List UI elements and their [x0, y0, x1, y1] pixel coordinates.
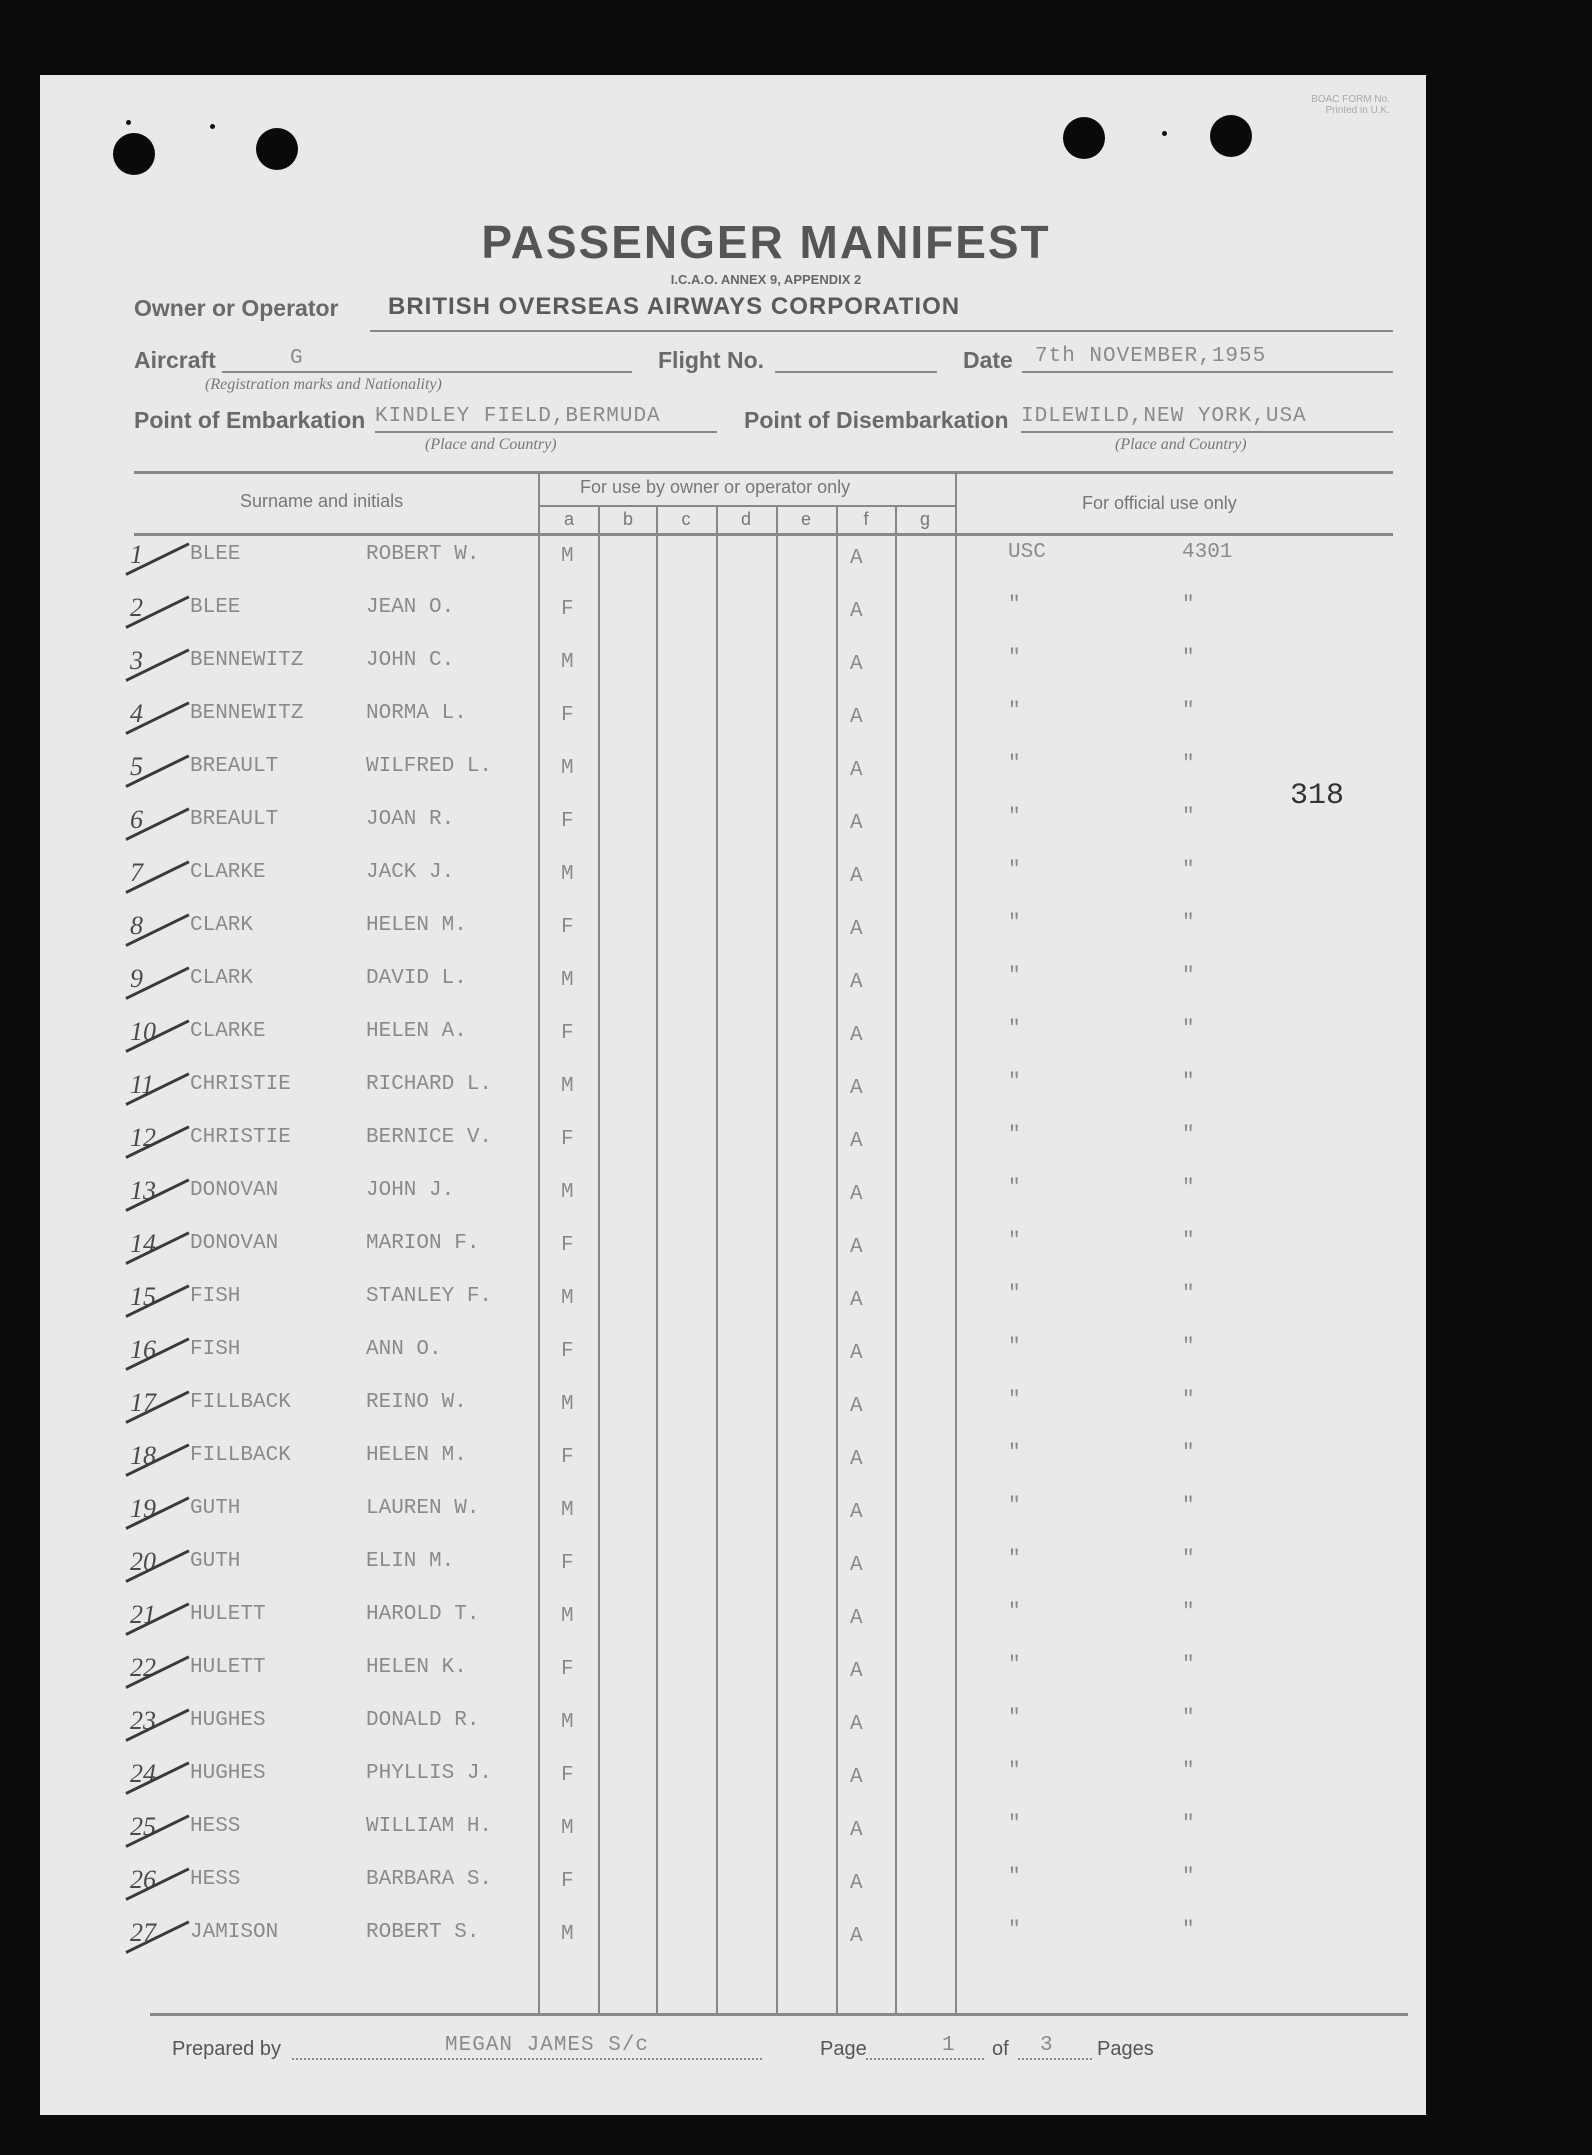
- surname-cell: GUTH: [190, 1497, 241, 1520]
- row-number: 14: [130, 1229, 156, 1258]
- sex-cell: M: [561, 651, 574, 674]
- official-cell-2: ": [1182, 965, 1195, 988]
- aircraft-note: (Registration marks and Nationality): [205, 376, 442, 393]
- row-number: 19: [130, 1494, 156, 1523]
- official-cell-1: ": [1008, 912, 1021, 935]
- sex-cell: M: [561, 1287, 574, 1310]
- surname-cell: CLARKE: [190, 861, 266, 884]
- surname-cell: FISH: [190, 1285, 241, 1308]
- subcol-d: d: [740, 509, 751, 529]
- surname-cell: HESS: [190, 1815, 241, 1838]
- f-column-cell: A: [850, 653, 863, 676]
- row-number: 18: [130, 1441, 156, 1470]
- f-column-cell: A: [850, 1342, 863, 1365]
- embarkation-value: KINDLEY FIELD,BERMUDA: [375, 405, 661, 428]
- given-name-cell: WILLIAM H.: [366, 1815, 493, 1838]
- sex-cell: F: [561, 1764, 574, 1787]
- official-cell-2: ": [1182, 1654, 1195, 1677]
- punch-hole-right-1: [1063, 117, 1105, 159]
- row-number: 3: [130, 646, 143, 675]
- official-cell-1: ": [1008, 647, 1021, 670]
- official-cell-1: ": [1008, 700, 1021, 723]
- surname-cell: GUTH: [190, 1550, 241, 1573]
- speck: [126, 120, 131, 125]
- column-divider: [776, 507, 778, 2013]
- given-name-cell: HELEN A.: [366, 1020, 467, 1043]
- date-label: Date: [963, 347, 1013, 373]
- official-cell-2: ": [1182, 1866, 1195, 1889]
- official-cell-2: ": [1182, 1071, 1195, 1094]
- row-number: 11: [130, 1070, 155, 1099]
- manifest-title: PASSENGER MANIFEST: [481, 216, 1051, 268]
- speck: [210, 124, 215, 129]
- official-column-header: For official use only: [1082, 493, 1237, 513]
- prepared-by-label: Prepared by: [172, 2038, 281, 2060]
- f-column-cell: A: [850, 1660, 863, 1683]
- f-column-cell: A: [850, 1713, 863, 1736]
- surname-cell: CLARKE: [190, 1020, 266, 1043]
- official-cell-1: ": [1008, 1495, 1021, 1518]
- given-name-cell: REINO W.: [366, 1391, 467, 1414]
- page-value: 1: [942, 2034, 956, 2057]
- given-name-cell: HAROLD T.: [366, 1603, 480, 1626]
- sex-cell: M: [561, 1711, 574, 1734]
- official-cell-2: ": [1182, 1124, 1195, 1147]
- given-name-cell: BERNICE V.: [366, 1126, 493, 1149]
- official-cell-2: ": [1182, 1919, 1195, 1942]
- header-bottom-rule: [134, 533, 1393, 536]
- subcol-e: e: [800, 509, 811, 529]
- official-cell-2: ": [1182, 1336, 1195, 1359]
- sex-cell: M: [561, 1605, 574, 1628]
- given-name-cell: ELIN M.: [366, 1550, 455, 1573]
- official-cell-2: ": [1182, 1548, 1195, 1571]
- aircraft-underline: [222, 371, 632, 373]
- row-number: 5: [130, 752, 143, 781]
- punch-hole-right-2: [1210, 115, 1252, 157]
- subcol-b: b: [622, 509, 633, 529]
- prepared-by-value: MEGAN JAMES S/c: [445, 2034, 650, 2057]
- sex-cell: M: [561, 1393, 574, 1416]
- official-cell-2: ": [1182, 859, 1195, 882]
- row-number: 27: [130, 1918, 156, 1947]
- f-column-cell: A: [850, 1236, 863, 1259]
- surname-cell: HULETT: [190, 1603, 266, 1626]
- official-cell-1: ": [1008, 1601, 1021, 1624]
- page-label: Page: [820, 2038, 867, 2060]
- surname-cell: HUGHES: [190, 1709, 266, 1732]
- given-name-cell: MARION F.: [366, 1232, 480, 1255]
- punch-hole-left-1: [113, 133, 155, 175]
- owner-column-header: For use by owner or operator only: [580, 477, 851, 497]
- sex-cell: F: [561, 1022, 574, 1045]
- official-cell-1: ": [1008, 1866, 1021, 1889]
- f-column-cell: A: [850, 1501, 863, 1524]
- row-number: 9: [130, 964, 143, 993]
- row-number: 21: [130, 1600, 156, 1629]
- surname-cell: FISH: [190, 1338, 241, 1361]
- surname-cell: BLEE: [190, 596, 241, 619]
- sex-cell: F: [561, 1340, 574, 1363]
- f-column-cell: A: [850, 971, 863, 994]
- subcol-a: a: [563, 509, 574, 529]
- official-cell-1: ": [1008, 1071, 1021, 1094]
- f-column-cell: A: [850, 1872, 863, 1895]
- aircraft-label: Aircraft: [134, 347, 216, 373]
- sex-cell: M: [561, 1499, 574, 1522]
- surname-cell: CHRISTIE: [190, 1126, 291, 1149]
- official-cell-1: ": [1008, 1548, 1021, 1571]
- official-cell-2: ": [1182, 753, 1195, 776]
- prepared-by-line: [292, 2058, 762, 2060]
- official-cell-1: ": [1008, 859, 1021, 882]
- given-name-cell: JOHN J.: [366, 1179, 455, 1202]
- form-number: BOAC FORM No. Printed in U.K.: [1311, 94, 1390, 116]
- f-column-cell: A: [850, 1183, 863, 1206]
- official-cell-2: ": [1182, 647, 1195, 670]
- official-cell-2: ": [1182, 594, 1195, 617]
- page-line: [866, 2058, 984, 2060]
- f-column-cell: A: [850, 547, 863, 570]
- row-number: 15: [130, 1282, 156, 1311]
- column-divider: [716, 507, 718, 2013]
- official-cell-2: ": [1182, 1283, 1195, 1306]
- page-stamp-number: 318: [1290, 779, 1345, 813]
- sex-cell: M: [561, 969, 574, 992]
- sex-cell: M: [561, 1923, 574, 1946]
- row-number: 26: [130, 1865, 156, 1894]
- given-name-cell: DONALD R.: [366, 1709, 480, 1732]
- sex-cell: F: [561, 1128, 574, 1151]
- surname-cell: DONOVAN: [190, 1232, 279, 1255]
- sex-cell: F: [561, 704, 574, 727]
- row-number: 4: [130, 699, 143, 728]
- sex-cell: M: [561, 1181, 574, 1204]
- f-column-cell: A: [850, 759, 863, 782]
- subheader-rule: [540, 505, 955, 507]
- pages-label: Pages: [1097, 2038, 1154, 2060]
- surname-cell: JAMISON: [190, 1921, 279, 1944]
- disembarkation-note: (Place and Country): [1115, 436, 1247, 453]
- official-cell-1: ": [1008, 1336, 1021, 1359]
- official-cell-1: ": [1008, 1389, 1021, 1412]
- official-cell-1: ": [1008, 1654, 1021, 1677]
- date-value: 7th NOVEMBER,1955: [1035, 345, 1267, 368]
- surname-cell: DONOVAN: [190, 1179, 279, 1202]
- given-name-cell: JACK J.: [366, 861, 455, 884]
- owner-label: Owner or Operator: [134, 295, 339, 321]
- row-number: 7: [130, 858, 143, 887]
- f-column-cell: A: [850, 812, 863, 835]
- official-cell-1: ": [1008, 1707, 1021, 1730]
- sex-cell: M: [561, 545, 574, 568]
- official-cell-2: ": [1182, 1018, 1195, 1041]
- given-name-cell: LAUREN W.: [366, 1497, 480, 1520]
- row-number: 13: [130, 1176, 156, 1205]
- given-name-cell: PHYLLIS J.: [366, 1762, 493, 1785]
- column-divider: [955, 473, 957, 2013]
- official-cell-2: ": [1182, 1707, 1195, 1730]
- official-cell-1: ": [1008, 753, 1021, 776]
- table-bottom-rule: [150, 2013, 1408, 2016]
- surname-cell: CHRISTIE: [190, 1073, 291, 1096]
- row-number: 6: [130, 805, 143, 834]
- speck: [1162, 131, 1167, 136]
- given-name-cell: NORMA L.: [366, 702, 467, 725]
- sex-cell: F: [561, 1658, 574, 1681]
- row-number: 24: [130, 1759, 156, 1788]
- given-name-cell: JOHN C.: [366, 649, 455, 672]
- surname-cell: BENNEWITZ: [190, 649, 304, 672]
- official-cell-1: ": [1008, 594, 1021, 617]
- surname-cell: BREAULT: [190, 808, 279, 831]
- official-cell-2: ": [1182, 1389, 1195, 1412]
- manifest-subtitle: I.C.A.O. ANNEX 9, APPENDIX 2: [670, 272, 862, 287]
- given-name-cell: JEAN O.: [366, 596, 455, 619]
- official-cell-1: USC: [1008, 541, 1046, 564]
- given-name-cell: RICHARD L.: [366, 1073, 493, 1096]
- surname-cell: HULETT: [190, 1656, 266, 1679]
- surname-cell: BLEE: [190, 543, 241, 566]
- given-name-cell: HELEN K.: [366, 1656, 467, 1679]
- of-line: [1018, 2058, 1092, 2060]
- column-divider: [836, 507, 838, 2013]
- sex-cell: M: [561, 1817, 574, 1840]
- subcol-c: c: [681, 509, 691, 529]
- sex-cell: M: [561, 757, 574, 780]
- f-column-cell: A: [850, 1077, 863, 1100]
- f-column-cell: A: [850, 918, 863, 941]
- owner-underline: [370, 330, 1393, 332]
- aircraft-value: G: [290, 347, 304, 370]
- f-column-cell: A: [850, 1024, 863, 1047]
- surname-cell: FILLBACK: [190, 1444, 291, 1467]
- column-divider: [895, 507, 897, 2013]
- sex-cell: F: [561, 1446, 574, 1469]
- row-number: 25: [130, 1812, 156, 1841]
- punch-hole-left-2: [256, 128, 298, 170]
- official-cell-2: ": [1182, 1442, 1195, 1465]
- row-number: 20: [130, 1547, 156, 1576]
- surname-column-header: Surname and initials: [240, 491, 404, 511]
- official-cell-1: ": [1008, 1018, 1021, 1041]
- sex-cell: F: [561, 810, 574, 833]
- given-name-cell: HELEN M.: [366, 1444, 467, 1467]
- column-divider: [656, 507, 658, 2013]
- row-number: 23: [130, 1706, 156, 1735]
- f-column-cell: A: [850, 865, 863, 888]
- sex-cell: F: [561, 598, 574, 621]
- surname-cell: BREAULT: [190, 755, 279, 778]
- sex-cell: F: [561, 1552, 574, 1575]
- official-cell-2: ": [1182, 1230, 1195, 1253]
- given-name-cell: STANLEY F.: [366, 1285, 493, 1308]
- sex-cell: M: [561, 1075, 574, 1098]
- official-cell-2: 4301: [1182, 541, 1233, 564]
- disembarkation-label: Point of Disembarkation: [744, 407, 1009, 433]
- official-cell-1: ": [1008, 1230, 1021, 1253]
- of-label: of: [992, 2038, 1009, 2060]
- surname-cell: BENNEWITZ: [190, 702, 304, 725]
- f-column-cell: A: [850, 1554, 863, 1577]
- f-column-cell: A: [850, 1289, 863, 1312]
- official-cell-1: ": [1008, 1177, 1021, 1200]
- row-number: 10: [130, 1017, 156, 1046]
- subcol-f: f: [863, 509, 869, 529]
- row-number: 8: [130, 911, 143, 940]
- given-name-cell: WILFRED L.: [366, 755, 493, 778]
- row-number: 2: [130, 593, 143, 622]
- row-number: 22: [130, 1653, 156, 1682]
- official-cell-1: ": [1008, 965, 1021, 988]
- sex-cell: F: [561, 916, 574, 939]
- row-number: 12: [130, 1123, 156, 1152]
- f-column-cell: A: [850, 1607, 863, 1630]
- given-name-cell: ROBERT S.: [366, 1921, 480, 1944]
- f-column-cell: A: [850, 1448, 863, 1471]
- embarkation-note: (Place and Country): [425, 436, 557, 453]
- disembarkation-value: IDLEWILD,NEW YORK,USA: [1021, 405, 1307, 428]
- official-cell-1: ": [1008, 806, 1021, 829]
- official-cell-2: ": [1182, 1601, 1195, 1624]
- column-divider: [538, 473, 540, 2013]
- given-name-cell: BARBARA S.: [366, 1868, 493, 1891]
- f-column-cell: A: [850, 1925, 863, 1948]
- embarkation-underline: [375, 431, 717, 433]
- embarkation-label: Point of Embarkation: [134, 407, 366, 433]
- surname-cell: CLARK: [190, 967, 254, 990]
- flight-underline: [775, 371, 937, 373]
- official-cell-1: ": [1008, 1760, 1021, 1783]
- row-number: 17: [130, 1388, 156, 1417]
- sex-cell: M: [561, 863, 574, 886]
- official-cell-1: ": [1008, 1919, 1021, 1942]
- disembarkation-underline: [1021, 431, 1393, 433]
- given-name-cell: ANN O.: [366, 1338, 442, 1361]
- official-cell-1: ": [1008, 1813, 1021, 1836]
- of-value: 3: [1040, 2034, 1054, 2057]
- official-cell-2: ": [1182, 1760, 1195, 1783]
- row-number: 16: [130, 1335, 156, 1364]
- surname-cell: HESS: [190, 1868, 241, 1891]
- table-top-rule: [134, 471, 1393, 474]
- owner-value: BRITISH OVERSEAS AIRWAYS CORPORATION: [388, 293, 961, 320]
- given-name-cell: JOAN R.: [366, 808, 455, 831]
- f-column-cell: A: [850, 1395, 863, 1418]
- official-cell-1: ": [1008, 1442, 1021, 1465]
- official-cell-2: ": [1182, 806, 1195, 829]
- f-column-cell: A: [850, 1766, 863, 1789]
- surname-cell: HUGHES: [190, 1762, 266, 1785]
- date-underline: [1022, 371, 1393, 373]
- surname-cell: CLARK: [190, 914, 254, 937]
- given-name-cell: HELEN M.: [366, 914, 467, 937]
- given-name-cell: DAVID L.: [366, 967, 467, 990]
- f-column-cell: A: [850, 600, 863, 623]
- column-divider: [598, 507, 600, 2013]
- f-column-cell: A: [850, 1130, 863, 1153]
- sex-cell: F: [561, 1870, 574, 1893]
- row-number: 1: [130, 540, 143, 569]
- flight-label: Flight No.: [658, 347, 765, 373]
- f-column-cell: A: [850, 1819, 863, 1842]
- official-cell-1: ": [1008, 1124, 1021, 1147]
- official-cell-2: ": [1182, 1177, 1195, 1200]
- given-name-cell: ROBERT W.: [366, 543, 480, 566]
- subcol-g: g: [919, 509, 930, 529]
- official-cell-2: ": [1182, 700, 1195, 723]
- official-cell-2: ": [1182, 912, 1195, 935]
- surname-cell: FILLBACK: [190, 1391, 291, 1414]
- official-cell-2: ": [1182, 1813, 1195, 1836]
- official-cell-1: ": [1008, 1283, 1021, 1306]
- official-cell-2: ": [1182, 1495, 1195, 1518]
- sex-cell: F: [561, 1234, 574, 1257]
- f-column-cell: A: [850, 706, 863, 729]
